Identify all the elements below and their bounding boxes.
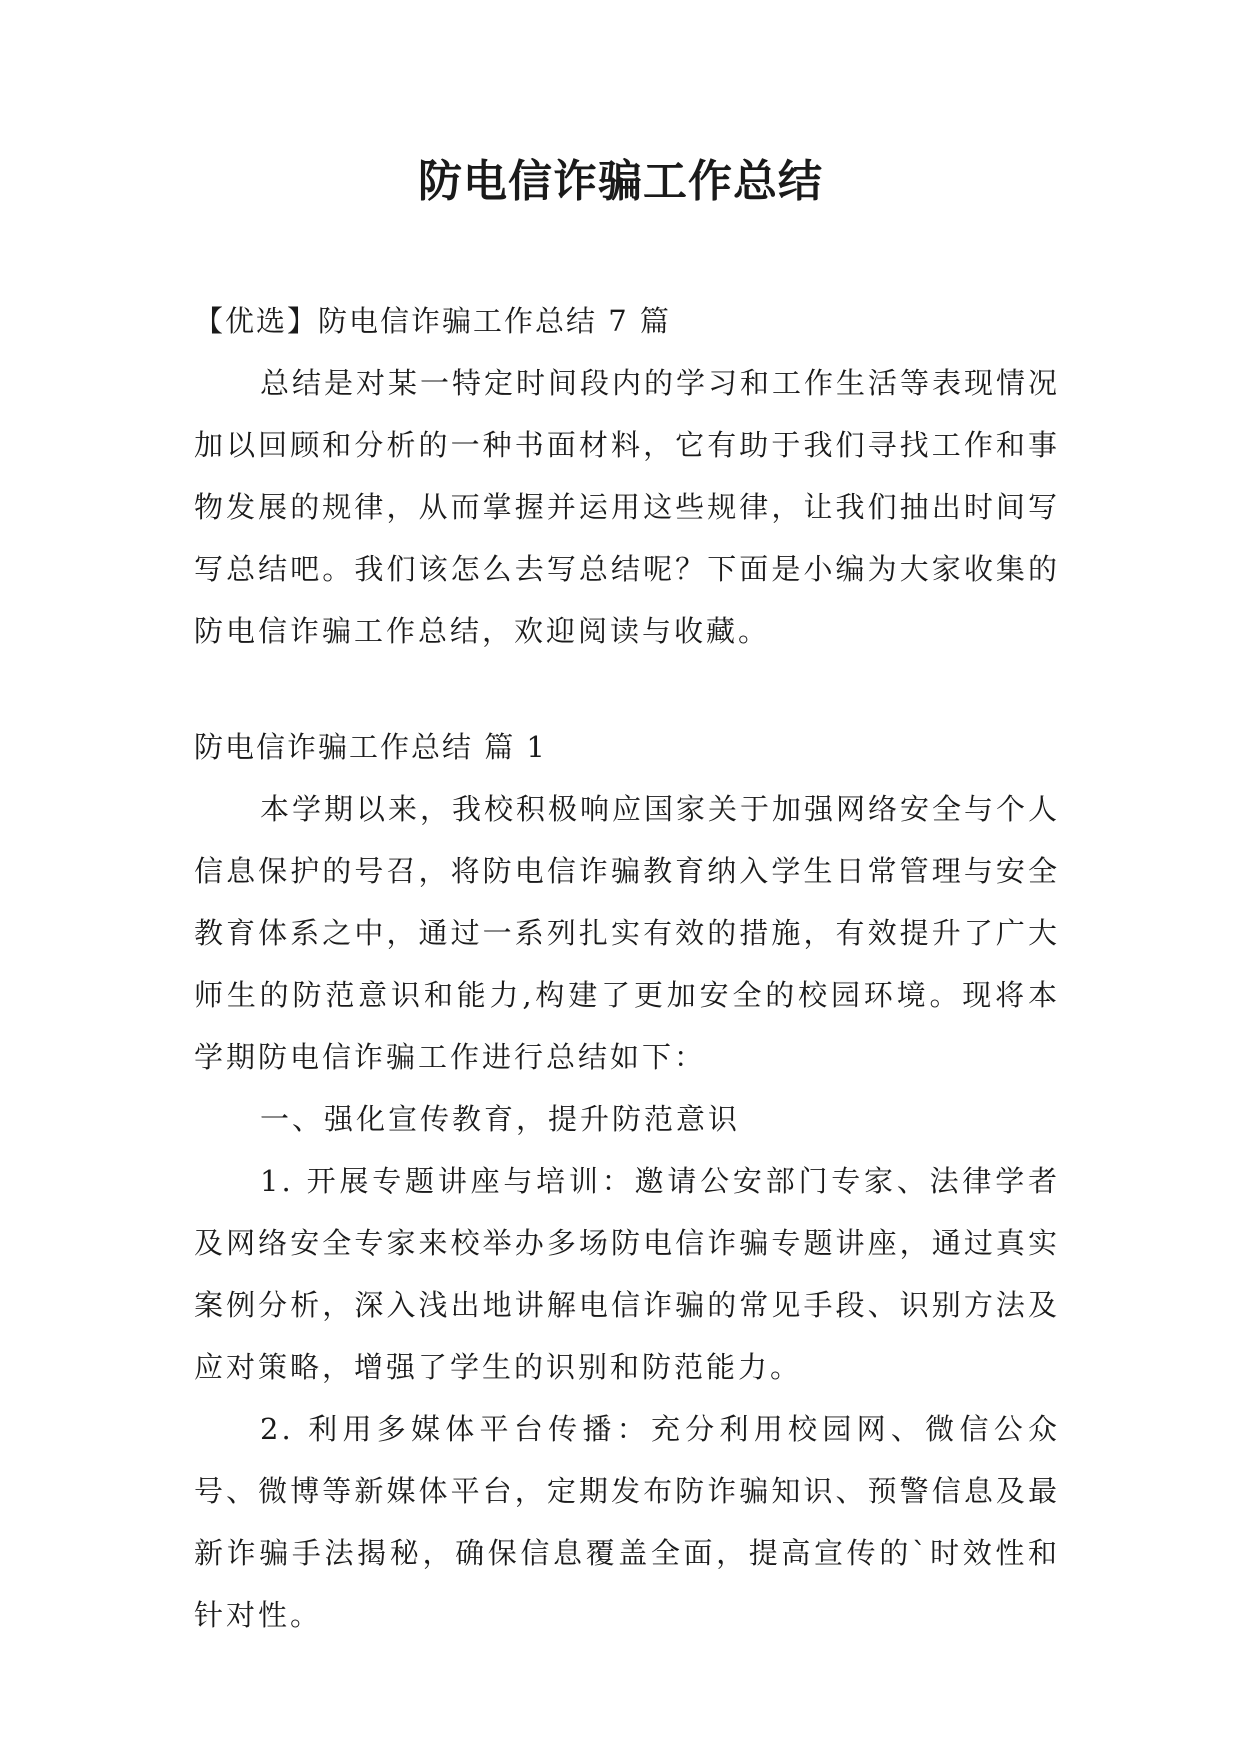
document-subtitle: 【优选】防电信诈骗工作总结 7 篇 bbox=[194, 304, 671, 338]
document-title: 防电信诈骗工作总结 bbox=[418, 156, 823, 207]
subsection-heading: 一、强化宣传教育，提升防范意识 bbox=[260, 1102, 741, 1136]
document-body bbox=[194, 290, 1060, 1646]
body-paragraph: 1. 开展专题讲座与培训：邀请公安部门专家、法律学者及网络安全专家来校举办多场防电信诈骗专题讲座，通过真实案例分析，深入浅出地讲解电信诈骗的常见手段、识别方法及应对策略，增强了学生的识别和防范能力。 bbox=[194, 1164, 1060, 1384]
body-paragraph: 本学期以来，我校积极响应国家关于加强网络安全与个人信息保护的号召，将防电信诈骗教育纳入学生日常管理与安全教育体系之中，通过一系列扎实有效的措施，有效提升了广大师生的防范意识和能力,构建了更加安全的校园环境。现将本学期防电信诈骗工作进行总结如下： bbox=[194, 792, 1061, 1074]
body-paragraph: 2. 利用多媒体平台传播：充分利用校园网、微信公众号、微博等新媒体平台，定期发布防诈骗知识、预警信息及最新诈骗手法揭秘，确保信息覆盖全面，提高宣传的`时效性和针对性。 bbox=[194, 1412, 1060, 1632]
section-heading: 防电信诈骗工作总结 篇 1 bbox=[194, 730, 547, 764]
intro-paragraph: 总结是对某一特定时间段内的学习和工作生活等表现情况加以回顾和分析的一种书面材料，它有助于我们寻找工作和事物发展的规律，从而掌握并运用这些规律，让我们抽出时间写写总结吧。我们该怎么去写总结呢？下面是小编为大家收集的防电信诈骗工作总结，欢迎阅读与收藏。 bbox=[194, 366, 1061, 648]
